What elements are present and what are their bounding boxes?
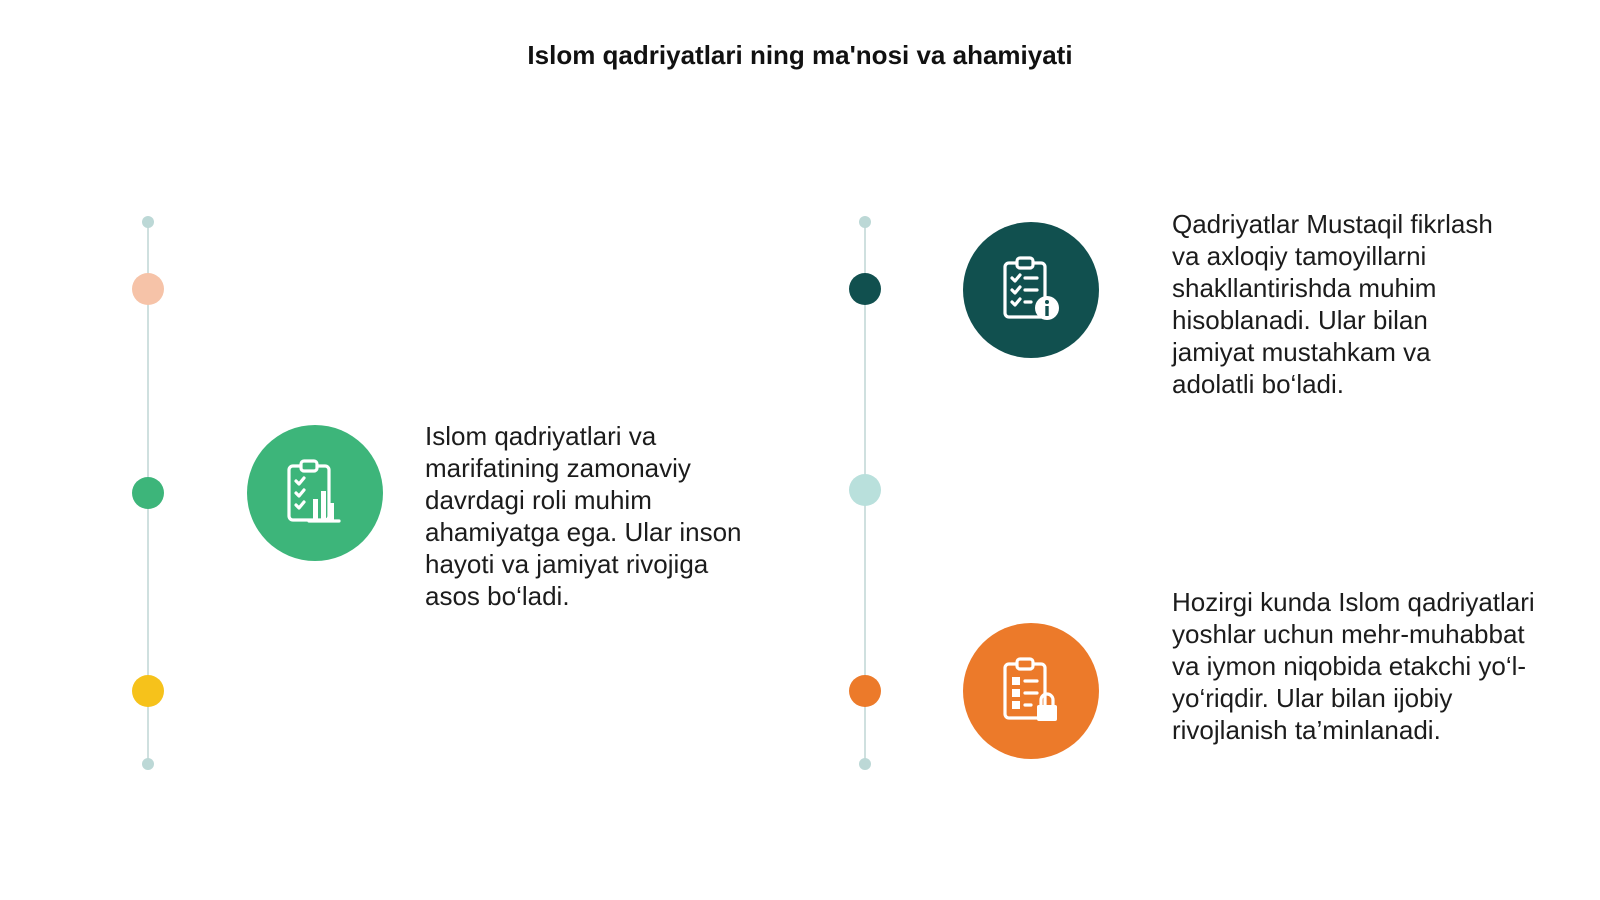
- right-timeline-top-cap: [859, 216, 871, 228]
- item-1-text: Islom qadriyatlari va marifatining zamonaviy davrdagi roli muhim ahamiyatga ega. Ular inson hayoti va jamiyat rivojiga asos bo‘ladi.: [425, 421, 742, 611]
- clipboard-info-icon: [995, 254, 1067, 326]
- right-timeline-dot-light-teal: [849, 474, 881, 506]
- left-timeline-dot-green: [132, 477, 164, 509]
- left-timeline-dot-peach: [132, 273, 164, 305]
- right-timeline-bottom-cap: [859, 758, 871, 770]
- left-timeline-top-cap: [142, 216, 154, 228]
- right-timeline-dot-orange: [849, 675, 881, 707]
- item-3-badge: [963, 623, 1099, 759]
- right-timeline-dot-dark-teal: [849, 273, 881, 305]
- clipboard-chart-icon: [279, 457, 351, 529]
- left-timeline-dot-yellow: [132, 675, 164, 707]
- item-2-badge: [963, 222, 1099, 358]
- clipboard-lock-icon: [995, 655, 1067, 727]
- item-1-badge: [247, 425, 383, 561]
- page-title: Islom qadriyatlari ning ma'nosi va ahamiyati: [527, 40, 1073, 70]
- item-3-text: Hozirgi kunda Islom qadriyatlari yoshlar uchun mehr-muhabbat va iymon niqobida etakchi yo‘l-yo‘riqdir. Ular bilan ijobiy rivojlanish ta’minlanadi.: [1172, 587, 1535, 745]
- item-2-text: Qadriyatlar Mustaqil fikrlash va axloqiy tamoyillarni shakllantirishda muhim hisoblanadi. Ular bilan jamiyat mustahkam va adolatli bo‘ladi.: [1172, 209, 1493, 399]
- left-timeline-bottom-cap: [142, 758, 154, 770]
